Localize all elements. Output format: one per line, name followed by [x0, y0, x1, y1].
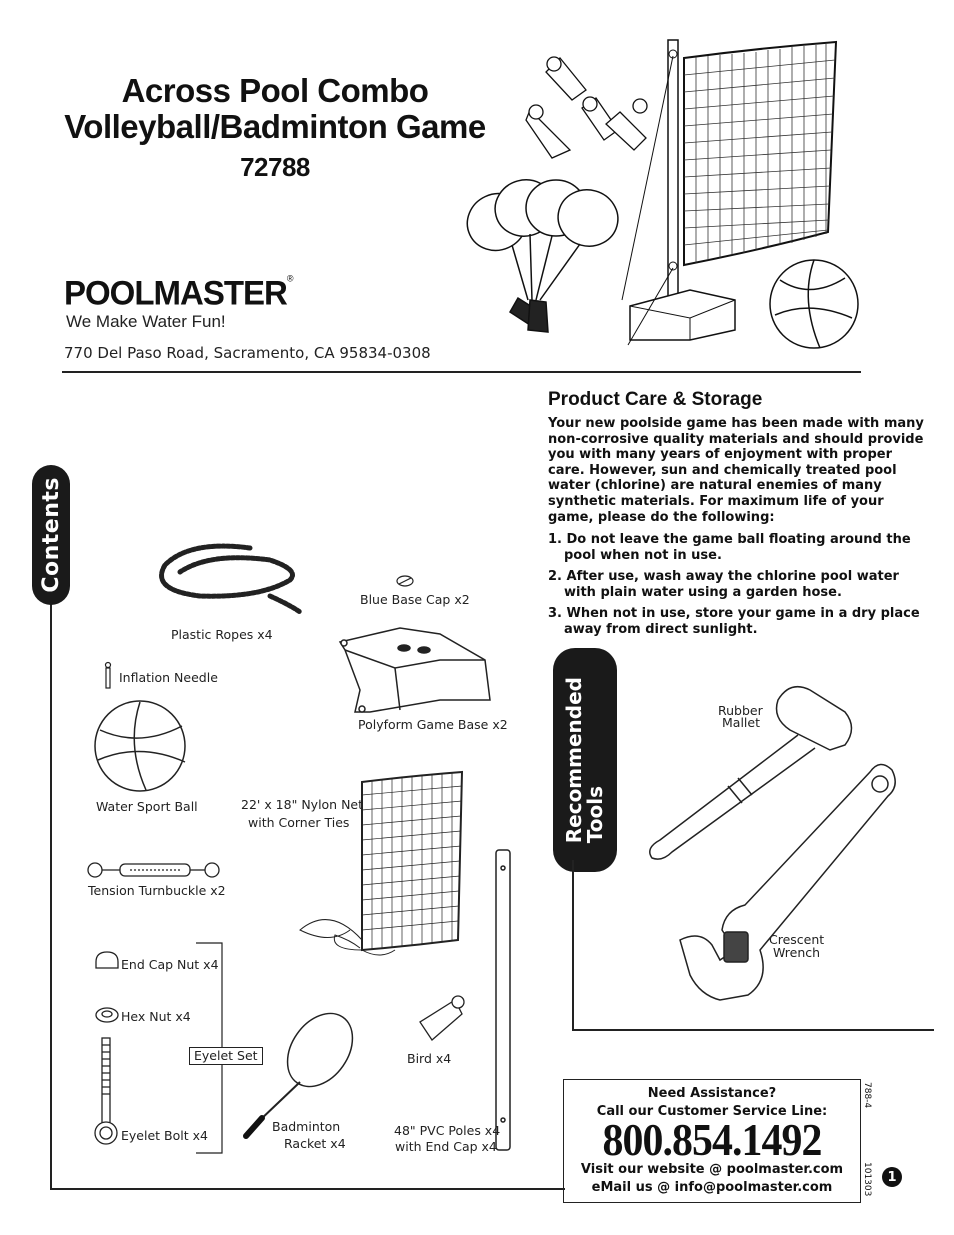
label-poles-line-1: 48" PVC Poles x4	[394, 1123, 501, 1138]
title-line-1: Across Pool Combo	[121, 72, 429, 109]
label-eyelet-bolt: Eyelet Bolt x4	[121, 1128, 208, 1143]
assistance-box	[563, 1079, 861, 1203]
label-poles-line-2: with End Cap x4	[395, 1139, 497, 1154]
label-plastic-ropes: Plastic Ropes x4	[171, 627, 273, 642]
contents-tab-label: Contents	[38, 477, 64, 593]
label-wrench-line-2: Wrench	[773, 945, 821, 960]
care-step-3: 3. When not in use, store your game in a dry place away from direct sunlight.	[548, 606, 920, 637]
assistance-service-line: Call our Customer Service Line:	[596, 1104, 828, 1119]
brand-tagline: We Make Water Fun!	[66, 312, 226, 331]
model-number: 72788	[240, 152, 310, 182]
care-step-1: 1. Do not leave the game ball floating around the pool when not in use.	[548, 532, 911, 563]
label-mallet-line-2: Mallet	[722, 715, 760, 730]
assistance-email: eMail us @ info@poolmaster.com	[591, 1180, 833, 1195]
label-water-sport-ball: Water Sport Ball	[96, 799, 198, 814]
label-eyelet-set: Eyelet Set	[189, 1047, 263, 1065]
label-racket-line-2: Racket x4	[284, 1136, 346, 1151]
label-wrench-line-1: Crescent	[769, 932, 825, 947]
label-blue-base-cap: Blue Base Cap x2	[360, 592, 470, 607]
code-top: 788-4	[862, 1082, 872, 1109]
title-line-2: Volleyball/Badminton Game	[64, 108, 486, 145]
assistance-phone: 800.854.1492	[602, 1115, 822, 1165]
code-bottom: 101303	[862, 1162, 872, 1197]
care-intro: Your new poolside game has been made with many non-corrosive quality materials and should provide you with many years of enjoyment with proper care. However, sun and chemically treated pool water (chlorine) are natural enemies of many synthetic materials. For maximum life of your game, please do the following:	[548, 416, 924, 525]
page-number	[882, 1167, 902, 1187]
page-number-text: 1	[887, 1169, 897, 1185]
company-address: 770 Del Paso Road, Sacramento, CA 95834-0308	[64, 344, 431, 362]
assistance-heading: Need Assistance?	[647, 1086, 777, 1101]
label-turnbuckle: Tension Turnbuckle x2	[88, 883, 226, 898]
logo-text: POOLMASTER	[64, 273, 287, 312]
care-step-2: 2. After use, wash away the chlorine pool water with plain water using a garden hose.	[548, 569, 899, 600]
registered-mark: ®	[286, 273, 293, 284]
label-mallet-line-1: Rubber	[718, 703, 763, 718]
care-heading: Product Care & Storage	[548, 389, 763, 410]
tools-tab-line-2: Tools	[583, 785, 607, 844]
label-racket-line-1: Badminton	[272, 1119, 341, 1134]
label-bird: Bird x4	[407, 1051, 452, 1066]
assistance-website: Visit our website @ poolmaster.com	[580, 1162, 844, 1177]
label-inflation-needle: Inflation Needle	[119, 670, 218, 685]
label-end-cap-nut: End Cap Nut x4	[121, 957, 219, 972]
label-net-line-2: with Corner Ties	[248, 815, 350, 830]
label-hex-nut: Hex Nut x4	[121, 1009, 191, 1024]
label-net-line-1: 22' x 18" Nylon Net	[241, 797, 364, 812]
tools-tab-line-1: Recommended	[562, 676, 586, 844]
label-game-base: Polyform Game Base x2	[358, 717, 508, 732]
